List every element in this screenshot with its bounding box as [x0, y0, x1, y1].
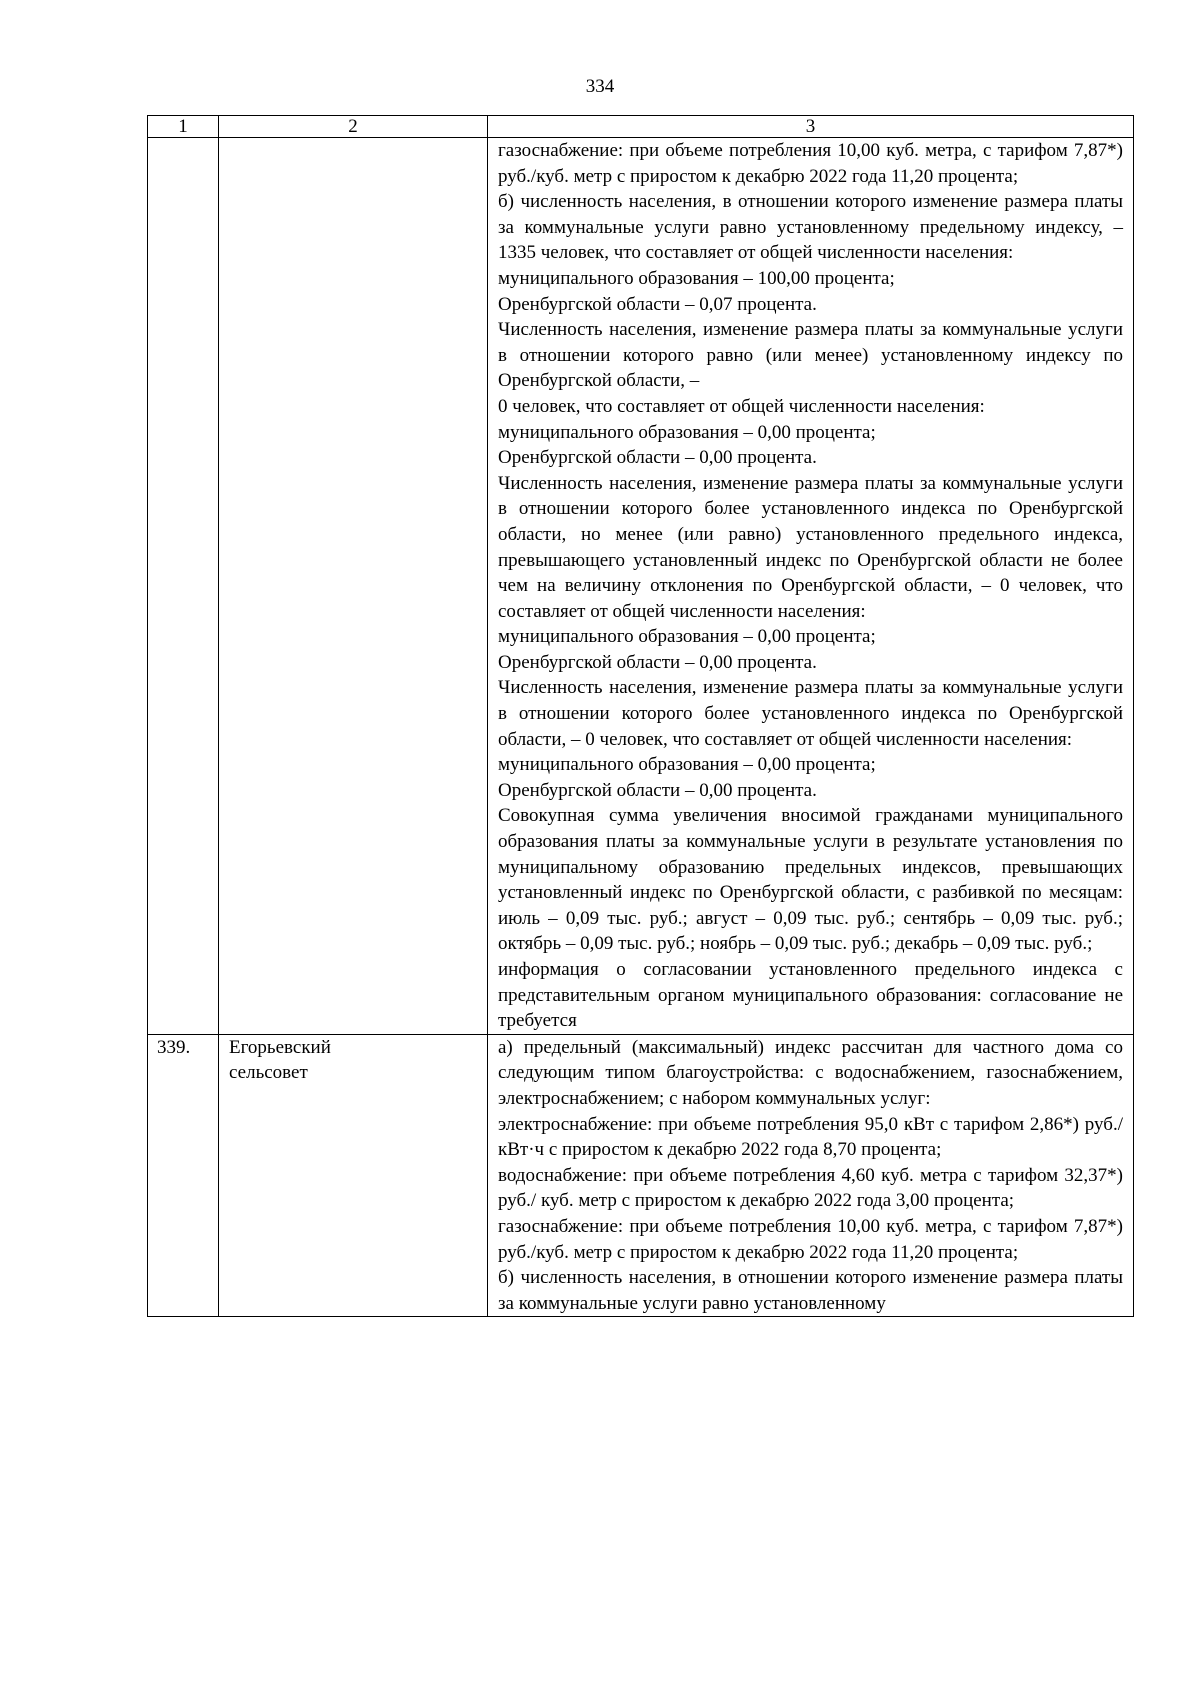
row-description-cell — [488, 138, 1134, 1035]
paragraph: а) предельный (максимальный) индекс рассчитан для частного дома со следующим типом благоустройства: с водоснабжением, газоснабжением, электроснабжением; с набором коммунальных услуг: — [498, 1036, 1123, 1109]
row-description-cell — [488, 1034, 1134, 1317]
paragraph: Совокупная сумма увеличения вносимой гражданами муниципального образования платы за коммунальные услуги в результате установления по муниципальному образованию предельных индексов, превышающих установленный индекс по Оренбургской области, с разбивкой по месяцам: июль – 0,09 тыс. руб.; август – 0,09 тыс. руб.; сентябрь – 0,09 тыс. руб.; октябрь – 0,09 тыс. руб.; ноябрь – 0,09 тыс. руб.; декабрь – 0,09 тыс. руб.; — [498, 805, 1123, 955]
table-row-339 — [148, 1034, 1134, 1317]
paragraph: муниципального образования – 0,00 процента; — [498, 754, 876, 776]
row-number-cell — [148, 1034, 219, 1317]
entry-text — [488, 1035, 1133, 1317]
header-col-2: 2 — [219, 116, 488, 138]
paragraph: муниципального образования – 0,00 процента; — [498, 626, 876, 648]
paragraph: Численность населения, изменение размера платы за коммунальные услуги в отношении которого более установленного индекса по Оренбургской области, – 0 человек, что составляет от общей численности населения: — [498, 677, 1123, 750]
table-row-continuation — [148, 138, 1134, 1035]
municipality-name-line-2: сельсовет — [229, 1062, 308, 1084]
municipality-name — [219, 1035, 487, 1086]
paragraph: 0 человек, что составляет от общей численности населения: — [498, 395, 985, 417]
paragraph: б) численность населения, в отношении которого изменение размера платы за коммунальные услуги равно установленному предельному индексу, – 1335 человек, что составляет от общей численности населения: — [498, 191, 1123, 264]
paragraph: Численность населения, изменение размера платы за коммунальные услуги в отношении которого равно (или менее) установленному индексу по Оренбургской области, – — [498, 319, 1123, 392]
paragraph: водоснабжение: при объеме потребления 4,60 куб. метра с тарифом 32,37*) руб./ куб. метр с приростом к декабрю 2022 года 3,00 процента; — [498, 1164, 1123, 1212]
table-header-row — [148, 116, 1134, 138]
paragraph: газоснабжение: при объеме потребления 10,00 куб. метра, с тарифом 7,87*) руб./куб. метр с приростом к декабрю 2022 года 11,20 процента; — [498, 1215, 1123, 1263]
header-col-1: 1 — [148, 116, 219, 138]
paragraph: газоснабжение: при объеме потребления 10,00 куб. метра, с тарифом 7,87*) руб./куб. метр с приростом к декабрю 2022 года 11,20 процента; — [498, 140, 1123, 187]
paragraph: электроснабжение: при объеме потребления 95,0 кВт с тарифом 2,86*) руб./кВт·ч с приростом к декабрю 2022 года 8,70 процента; — [498, 1113, 1123, 1161]
data-table — [147, 115, 1134, 1317]
paragraph: муниципального образования – 0,00 процента; — [498, 421, 876, 443]
municipality-name-line-1: Егорьевский — [229, 1036, 331, 1058]
paragraph: Численность населения, изменение размера платы за коммунальные услуги в отношении которого более установленного индекса по Оренбургской области, но менее (или равно) установленного предельного индекса, превышающего установленный индекс по Оренбургской области не более чем на величину отклонения по Оренбургской области, – 0 человек, что составляет от общей численности населения: — [498, 472, 1123, 622]
continuation-text — [488, 138, 1133, 1034]
row-name-cell — [219, 138, 488, 1035]
row-number-cell — [148, 138, 219, 1035]
page-number: 334 — [585, 76, 615, 97]
paragraph: муниципального образования – 100,00 процента; — [498, 267, 895, 289]
paragraph: информация о согласовании установленного предельного индекса с представительным органом муниципального образования: согласование не требуется — [498, 959, 1123, 1032]
paragraph: Оренбургской области – 0,00 процента. — [498, 779, 817, 801]
paragraph: Оренбургской области – 0,07 процента. — [498, 293, 817, 315]
paragraph: Оренбургской области – 0,00 процента. — [498, 651, 817, 673]
paragraph: Оренбургской области – 0,00 процента. — [498, 447, 817, 469]
paragraph: б) численность населения, в отношении которого изменение размера платы за коммунальные услуги равно установленному — [498, 1267, 1123, 1314]
header-col-3: 3 — [488, 116, 1134, 138]
row-name-cell — [219, 1034, 488, 1317]
row-number: 339. — [157, 1036, 191, 1058]
